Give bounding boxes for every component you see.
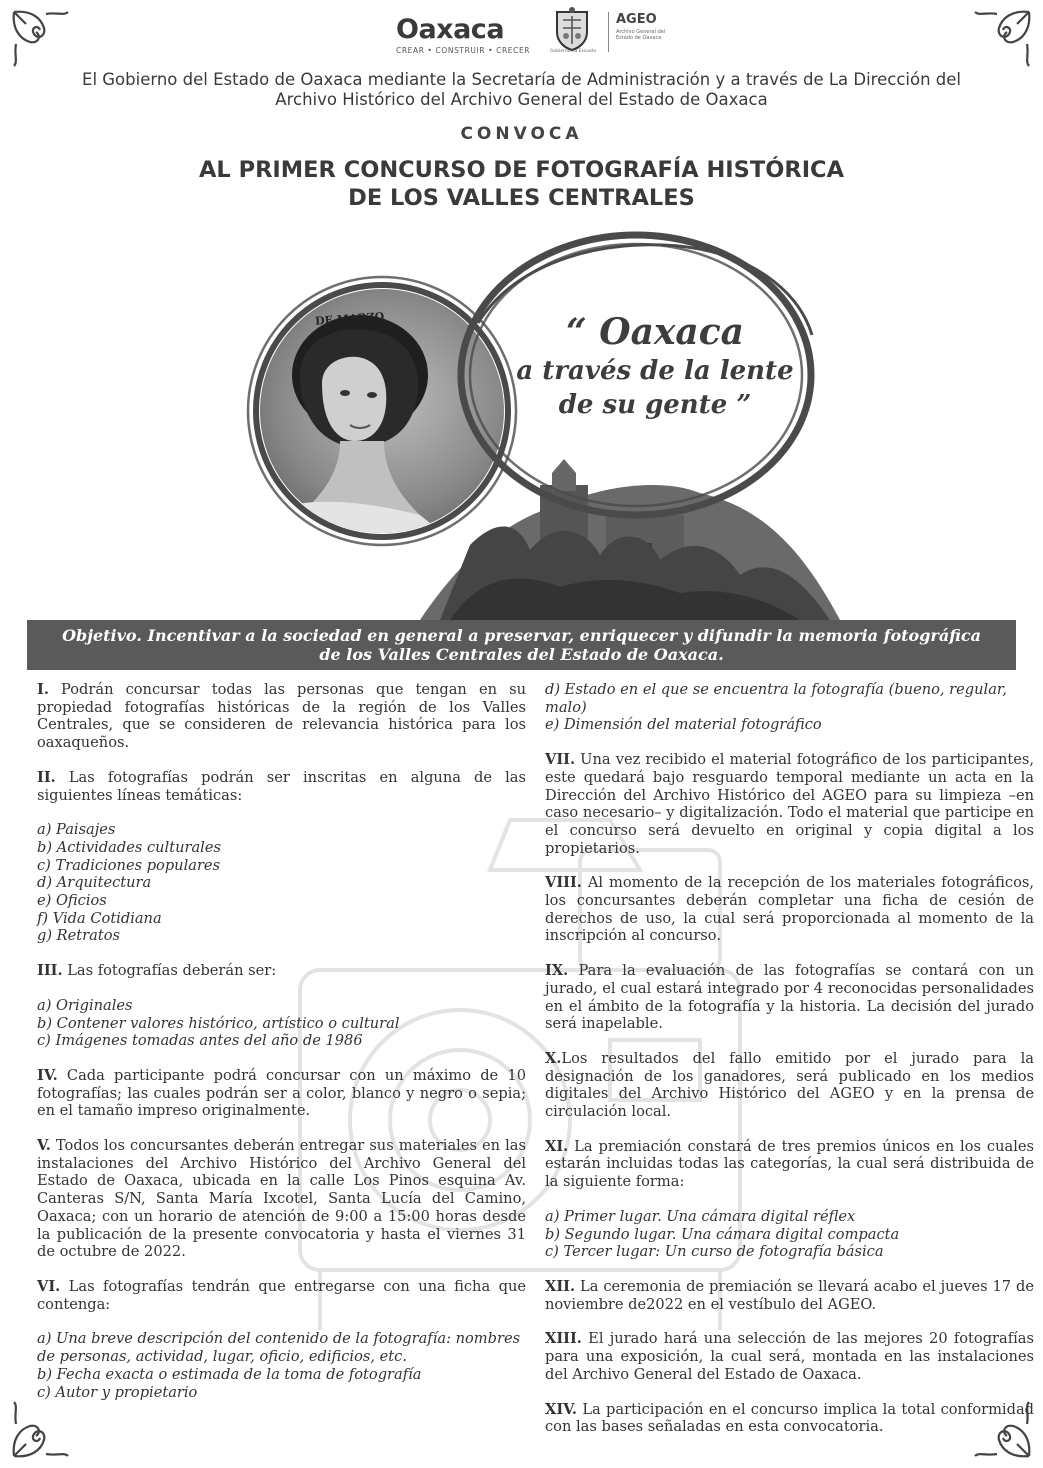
contest-title <box>60 156 983 212</box>
base-I <box>37 681 526 752</box>
base-IV-text: Cada participante podrá concursar con un máximo de 10 fotografías; las cuales podrán ser a color, blanco y negro o sepia; en el tamaño impreso originalmente. <box>37 1066 526 1120</box>
list-item: c) Tercer lugar: Un curso de fotografía básica <box>545 1243 884 1261</box>
corner-ornament-bottom-left <box>6 1394 76 1464</box>
ageo-logo-title: AGEO <box>616 12 657 27</box>
intro-text: El Gobierno del Estado de Oaxaca mediante la Secretaría de Administración y a través de La Dirección del Archivo Histórico del Archivo General del Estado de Oaxaca <box>82 70 961 109</box>
base-XIII-num: XIII. <box>545 1330 582 1348</box>
base-XIV-text: La participación en el concurso implica la total conformidad con las bases señaladas en esta convocatoria. <box>545 1400 1034 1436</box>
convoca-heading: CONVOCA <box>460 124 583 144</box>
slogan-line2: a través de la lente <box>516 356 794 386</box>
base-XI-list <box>545 1208 1034 1261</box>
base-II-num: II. <box>37 768 56 786</box>
oaxaca-logo-word: Oaxaca <box>396 14 505 45</box>
portrait-caption-text: DE MARZO <box>314 309 385 328</box>
base-VI-text: Las fotografías tendrán que entregarse con una ficha que contenga: <box>37 1277 526 1313</box>
base-VI <box>37 1278 526 1313</box>
slogan-quote <box>490 310 820 422</box>
crest-caption: Gobierno La Escuela <box>550 49 596 54</box>
base-XI-text: La premiación constará de tres premios únicos en los cuales estarán incluidas todas las categorías, la cual será distribuida de la siguiente forma: <box>545 1137 1034 1191</box>
base-III-text: Las fotografías deberán ser: <box>62 962 277 980</box>
base-III-num: III. <box>37 962 63 980</box>
list-item: b) Actividades culturales <box>37 838 221 856</box>
base-VI-list <box>37 1330 526 1401</box>
base-VIII-num: VIII. <box>545 874 582 892</box>
base-XII-num: XII. <box>545 1277 576 1295</box>
list-item: b) Fecha exacta o estimada de la toma de fotografía <box>37 1365 422 1383</box>
list-item: e) Oficios <box>37 892 107 910</box>
ageo-logo-subtitle: Archivo General del Estado de Oaxaca <box>616 29 666 41</box>
slogan-line1: “ Oaxaca <box>566 311 744 353</box>
base-IX-text: Para la evaluación de las fotografías se contará con un jurado, el cual estará integrado por 4 reconocidas personalidades en el ámbito de la fotografía y la historia. La decisión del jurado será inapelable. <box>545 962 1034 1033</box>
contest-title-line1: AL PRIMER CONCURSO DE FOTOGRAFÍA HISTÓRICA <box>199 157 844 183</box>
base-XIII-text: El jurado hará una selección de las mejores 20 fotografías para una exposición, la cual será, montada en las instalaciones del Archivo General del Estado de Oaxaca. <box>545 1330 1034 1383</box>
base-II-list <box>37 821 526 945</box>
base-IX <box>545 962 1034 1033</box>
base-III <box>37 962 526 980</box>
base-I-num: I. <box>37 681 49 698</box>
base-XII-text: La ceremonia de premiación se llevará acabo el jueves 17 de noviembre de2022 en el vestíbulo del AGEO. <box>545 1277 1034 1313</box>
objective-banner <box>27 620 1016 670</box>
corner-ornament-top-right <box>967 4 1037 74</box>
base-II-text: Las fotografías podrán ser inscritas en alguna de las siguientes líneas temáticas: <box>37 768 526 804</box>
list-item: g) Retratos <box>37 927 120 945</box>
list-item: d) Estado en el que se encuentra la fotografía (bueno, regular, malo) <box>545 681 1007 716</box>
base-VIII <box>545 874 1034 945</box>
base-I-text: Podrán concursar todas las personas que tengan en su propiedad fotografías históricas de la región de los Valles Centrales, que se consideren de relevancia histórica para los oaxaqueños. <box>37 681 526 752</box>
base-VII-num: VII. <box>545 751 576 769</box>
list-item: e) Dimensión del material fotográfico <box>545 716 822 734</box>
base-VII-text: Una vez recibido el material fotográfico de los participantes, este quedará bajo resguardo temporal mediante un acta en la Dirección del Archivo Histórico del AGEO para su limpieza –en caso necesario– y digitalización. Todo el material que participe en el concurso será devuelto en original y copia digital a los propietarios. <box>545 751 1034 857</box>
list-item: b) Segundo lugar. Una cámara digital compacta <box>545 1225 900 1243</box>
base-VII <box>545 751 1034 857</box>
contest-title-line2: DE LOS VALLES CENTRALES <box>348 185 695 211</box>
objective-line1: Objetivo. Incentivar a la sociedad en general a preservar, enriquecer y difundir la memoria fotográfica <box>62 626 981 645</box>
state-crest-icon <box>549 6 595 52</box>
base-XIV <box>545 1401 1034 1436</box>
base-IV <box>37 1067 526 1120</box>
oaxaca-logo <box>396 16 536 55</box>
base-XIII <box>545 1330 1034 1383</box>
bases-right-column <box>545 681 1034 1453</box>
base-V-num: V. <box>37 1137 51 1155</box>
list-item: a) Paisajes <box>37 821 116 839</box>
list-item: d) Arquitectura <box>37 874 152 892</box>
list-item: a) Originales <box>37 996 133 1014</box>
base-X-num: X. <box>545 1049 562 1067</box>
corner-ornament-top-left <box>6 4 76 74</box>
list-item: a) Primer lugar. Una cámara digital réflex <box>545 1207 856 1225</box>
base-II <box>37 769 526 804</box>
base-VI-num: VI. <box>37 1277 61 1295</box>
list-item: b) Contener valores histórico, artístico o cultural <box>37 1014 400 1032</box>
base-V <box>37 1137 526 1261</box>
base-X <box>545 1050 1034 1121</box>
base-X-text: Los resultados del fallo emitido por el jurado para la designación de los ganadores, será publicado en los medios digitales del Archivo Histórico del AGEO y en la prensa de circulación local. <box>545 1049 1034 1121</box>
base-XI-num: XI. <box>545 1137 569 1155</box>
objective-line2: de los Valles Centrales del Estado de Oaxaca. <box>319 645 724 664</box>
base-VIII-text: Al momento de la recepción de los materiales fotográficos, los concursantes deberán completar una ficha de cesión de derechos de uso, la cual será proporcionada al momento de la inscripción al concurso. <box>545 874 1034 945</box>
bases-left-column <box>37 681 526 1401</box>
base-VI-list-continued <box>545 681 1034 734</box>
base-IX-num: IX. <box>545 962 569 980</box>
slogan-line3: de su gente ” <box>558 390 752 420</box>
list-item: c) Autor y propietario <box>37 1383 198 1401</box>
base-XIV-num: XIV. <box>545 1400 578 1418</box>
base-XI <box>545 1138 1034 1191</box>
logo-divider <box>608 12 609 52</box>
oaxaca-logo-tagline: CREAR • CONSTRUIR • CRECER <box>396 46 531 55</box>
list-item: c) Imágenes tomadas antes del año de 1986 <box>37 1032 363 1050</box>
list-item: a) Una breve descripción del contenido de la fotografía: nombres de personas, actividad, lugar, oficio, edificios, etc. <box>37 1330 521 1366</box>
ageo-logo <box>616 12 696 41</box>
list-item: c) Tradiciones populares <box>37 856 221 874</box>
base-IV-num: IV. <box>37 1066 58 1084</box>
base-III-list <box>37 997 526 1050</box>
list-item: f) Vida Cotidiana <box>37 909 162 927</box>
base-V-text: Todos los concursantes deberán entregar sus materiales en las instalaciones del Archivo Histórico del Archivo General del Estado de Oaxaca, ubicada en la calle Los Pinos esquina Av. Canteras S/N, Santa María Ixcotel, Santa Lucía del Camino, Oaxaca; con un horario de atención de 9:00 a 15:00 horas desde la publicación de la presente convocatoria y hasta el viernes 31 de octubre de 2022. <box>37 1137 526 1261</box>
base-XII <box>545 1278 1034 1313</box>
